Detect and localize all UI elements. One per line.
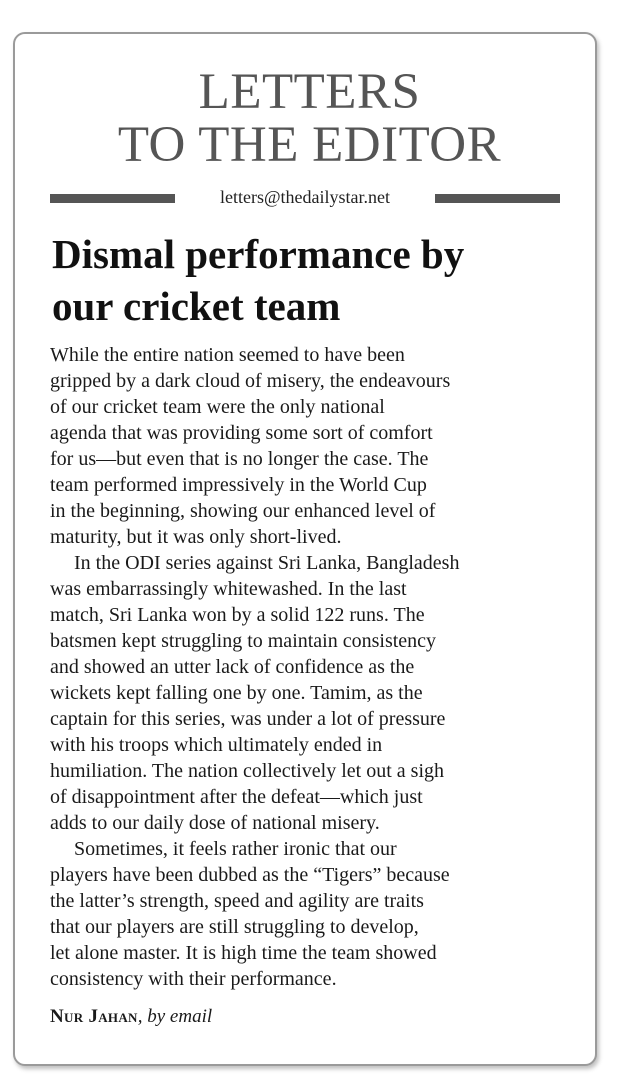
body-line: While the entire nation seemed to have been <box>50 344 405 366</box>
headline-line2: our cricket team <box>52 283 341 329</box>
body-line: team performed impressively in the World Cup <box>50 474 427 496</box>
body-line: match, Sri Lanka won by a solid 122 runs. The <box>50 604 425 626</box>
body-line: and showed an utter lack of confidence as the <box>50 656 415 678</box>
body-line: in the beginning, showing our enhanced level of <box>50 500 436 522</box>
body-line: players have been dubbed as the “Tigers” because <box>50 864 450 886</box>
body-line: of disappointment after the defeat—which just <box>50 786 423 808</box>
body-line: of our cricket team were the only national <box>50 396 385 418</box>
body-line: with his troops which ultimately ended in <box>50 734 383 756</box>
body-line: gripped by a dark cloud of misery, the endeavours <box>50 370 451 392</box>
body-line: captain for this series, was under a lot of pressure <box>50 708 446 730</box>
body-line: batsmen kept struggling to maintain consistency <box>50 630 437 652</box>
body-line: wickets kept falling one by one. Tamim, as the <box>50 682 423 704</box>
body-line: consistency with their performance. <box>50 968 337 990</box>
letter-body <box>50 342 580 992</box>
letter-headline <box>52 228 582 332</box>
submission-method: , by email <box>137 1006 213 1027</box>
divider-right <box>435 194 560 203</box>
body-line: for us—but even that is no longer the case. The <box>50 448 429 470</box>
body-line: Sometimes, it feels rather ironic that our <box>74 838 397 860</box>
body-line: that our players are still struggling to develop, <box>50 916 419 938</box>
divider-left <box>50 194 175 203</box>
column-title-line1: LETTERS <box>198 64 421 120</box>
body-line: the latter’s strength, speed and agility are traits <box>50 890 424 912</box>
body-line: humiliation. The nation collectively let out a sigh <box>50 760 444 782</box>
body-line: let alone master. It is high time the team showed <box>50 942 437 964</box>
body-line: was embarrassingly whitewashed. In the last <box>50 578 407 600</box>
column-title-line2: TO THE EDITOR <box>117 117 502 173</box>
headline-line1: Dismal performance by <box>52 231 465 277</box>
byline <box>50 1005 212 1029</box>
editor-email: letters@thedailystar.net <box>219 187 391 207</box>
author-name: Nur Jahan <box>50 1006 138 1027</box>
body-line: In the ODI series against Sri Lanka, Bangladesh <box>74 552 460 574</box>
body-line: maturity, but it was only short-lived. <box>50 526 342 548</box>
body-line: adds to our daily dose of national misery. <box>50 812 380 834</box>
body-line: agenda that was providing some sort of comfort <box>50 422 433 444</box>
email-row <box>50 186 560 210</box>
